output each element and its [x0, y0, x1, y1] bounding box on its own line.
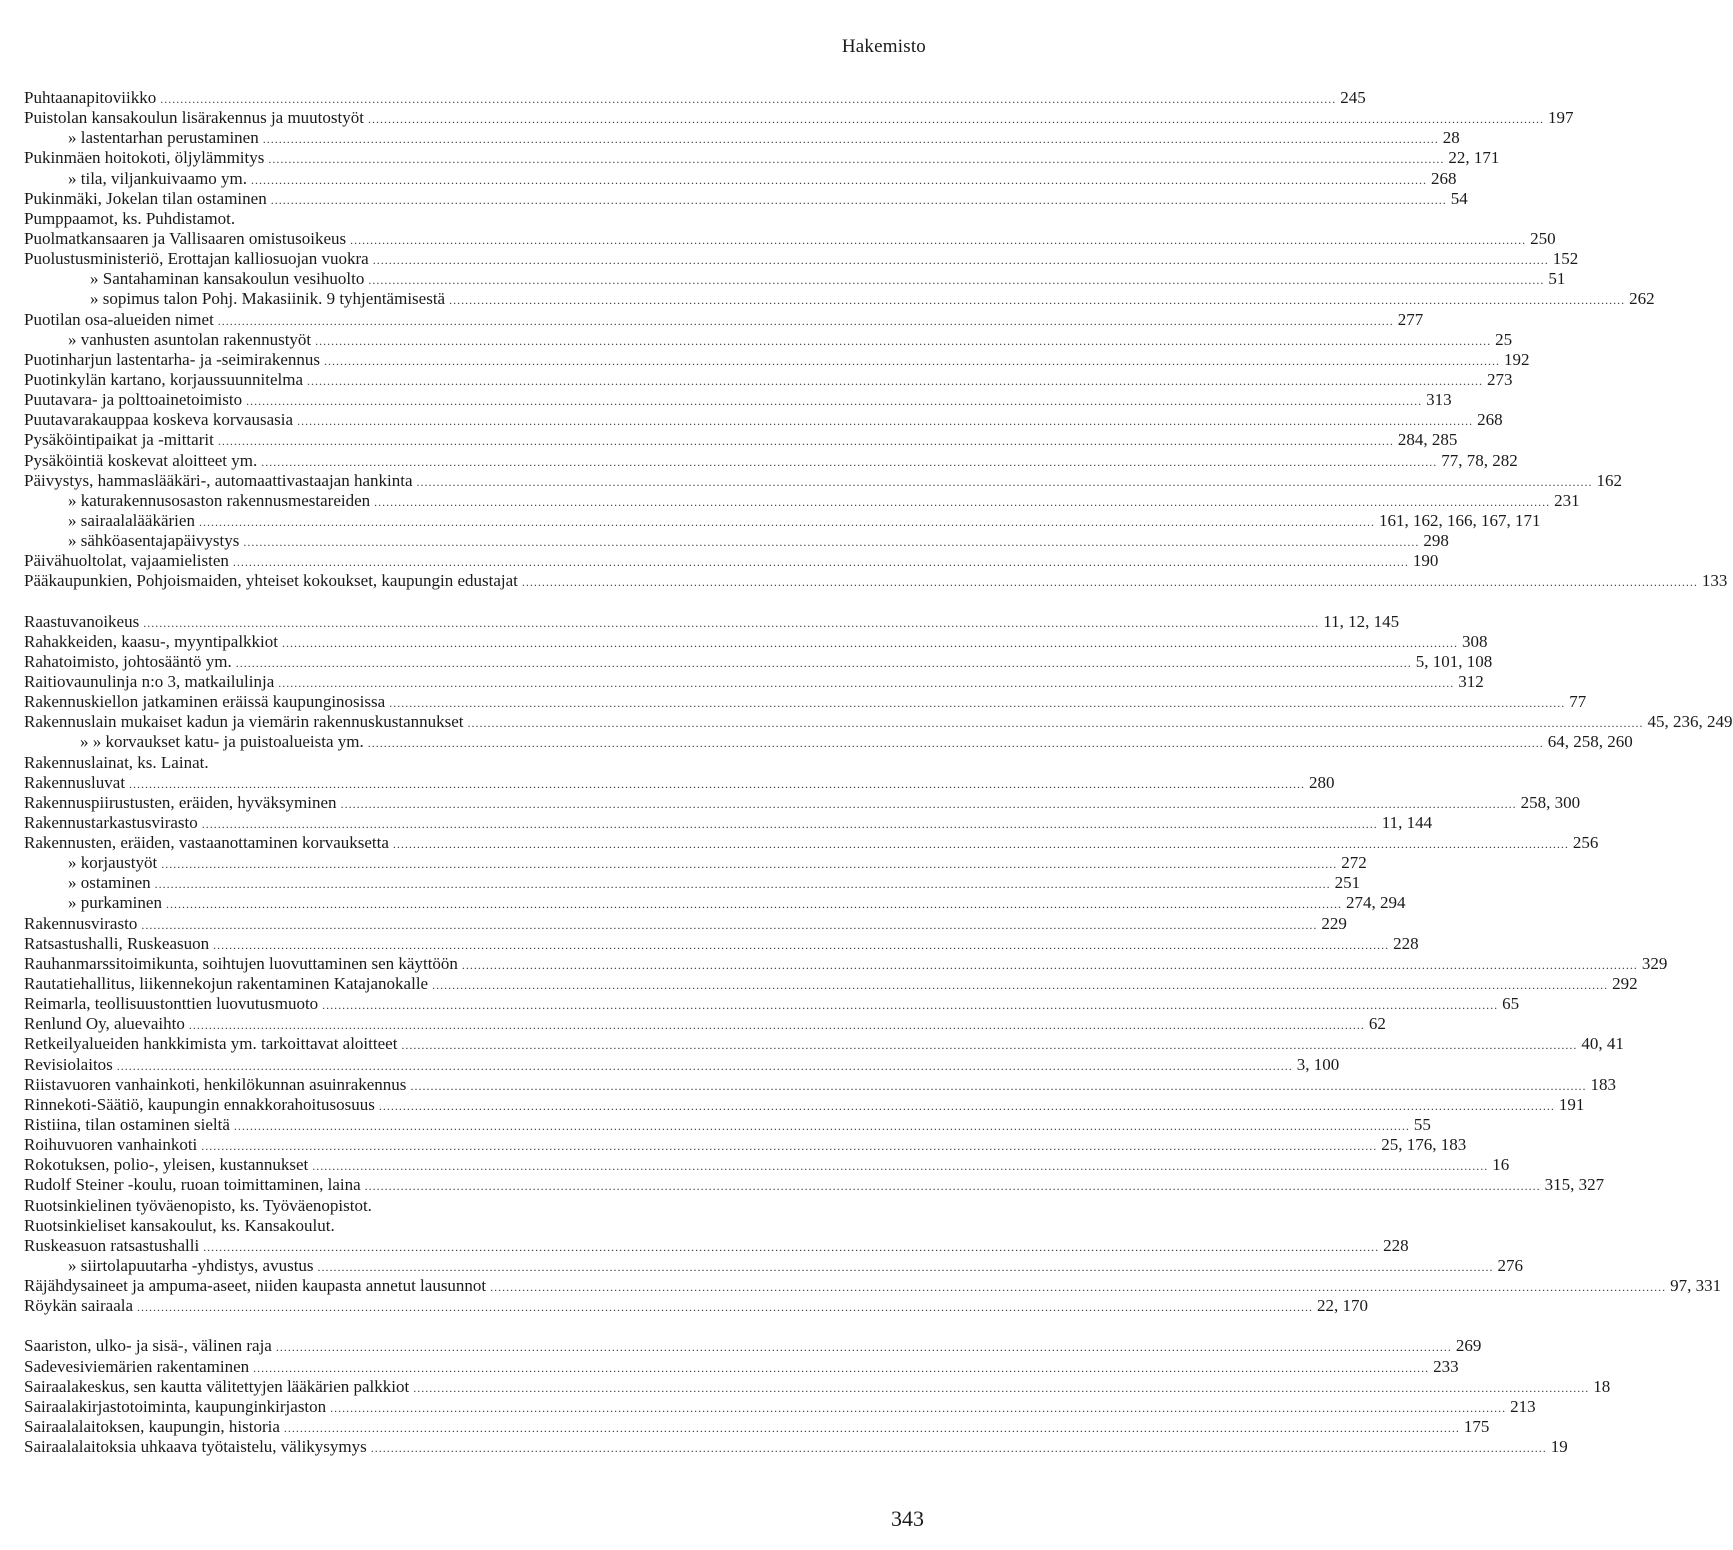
dot-leader: [278, 673, 1454, 693]
entry-text: Pysäköintipaikat ja -mittarit: [24, 430, 214, 450]
index-list: [24, 88, 1733, 1457]
entry-text: » tila, viljankuivaamo ym.: [68, 168, 247, 188]
running-header: Hakemisto: [841, 36, 926, 57]
section-gap: [24, 1316, 928, 1336]
index-entry: [24, 611, 1400, 632]
entry-text: » sairaalalääkärien: [68, 510, 195, 530]
entry-text: Räjähdysaineet ja ampuma-aseet, niiden kaupasta annetut lausunnot: [24, 1276, 487, 1296]
entry-pages: 64, 258, 260: [1547, 732, 1633, 752]
index-entry: [24, 390, 1452, 410]
entry-text: Puotinkylän kartano, korjaussuunnitelma: [24, 369, 304, 389]
index-entry: [24, 450, 1518, 471]
entry-text: Raitiovaunulinja n:o 3, matkailulinja: [24, 671, 275, 691]
entry-pages: 213: [1510, 1396, 1536, 1416]
dot-leader: [417, 472, 1593, 492]
entry-pages: 256: [1572, 833, 1599, 853]
entry-text: Puutavara- ja polttoainetoimisto: [24, 390, 243, 410]
entry-pages: 40, 41: [1581, 1034, 1624, 1054]
entry-pages: 28: [1442, 128, 1460, 148]
index-entry: [24, 692, 1587, 712]
dot-leader: [410, 1076, 1586, 1096]
dot-leader: [243, 532, 1419, 552]
index-entry: [24, 671, 1484, 692]
dot-leader: [368, 109, 1544, 129]
index-entry: [24, 148, 1500, 168]
index-entry: [24, 1034, 1624, 1054]
entry-pages: 191: [1558, 1094, 1585, 1114]
index-entry: [24, 812, 1433, 833]
entry-text: Puhtaanapitoviikko: [24, 88, 157, 107]
index-entry: [24, 1014, 1386, 1034]
index-entry: [24, 470, 1623, 491]
index-entry: [24, 1074, 1616, 1095]
entry-text: Rakennusvirasto: [24, 913, 138, 933]
entry-text: Rahatoimisto, johtosääntö ym.: [24, 651, 232, 671]
index-entry: [24, 108, 1574, 128]
entry-text: » » korvaukset katu- ja puistoalueista ym.: [80, 732, 364, 752]
index-entry: [24, 631, 1488, 652]
index-entry: [24, 712, 1733, 732]
index-entry: [24, 1356, 1459, 1377]
entry-text: Reimarla, teollisuustonttien luovutusmuoto: [24, 994, 319, 1014]
index-entry: [24, 1235, 1409, 1256]
entry-text: Sairaalalaitoksia uhkaava työtaistelu, välikysymys: [24, 1437, 367, 1457]
entry-pages: 16: [1492, 1155, 1510, 1175]
section-gap: [24, 592, 928, 612]
entry-pages: 273: [1487, 369, 1513, 389]
dot-leader: [199, 512, 1375, 532]
entry-pages: 313: [1426, 390, 1452, 410]
entry-text: Sairaalalaitoksen, kaupungin, historia: [24, 1417, 280, 1436]
entry-pages: 308: [1462, 631, 1488, 651]
index-entry: [24, 1135, 1467, 1155]
entry-pages: 268: [1477, 410, 1503, 430]
index-entry: [24, 1296, 1369, 1316]
index-section-p: [24, 88, 1728, 592]
entry-pages: 250: [1530, 228, 1556, 248]
dot-leader: [318, 1257, 1494, 1277]
index-entry: [24, 1054, 1340, 1075]
entry-text: » siirtolapuutarha -yhdistys, avustus: [68, 1256, 314, 1276]
dot-leader: [322, 995, 1498, 1015]
entry-pages: 5, 101, 108: [1415, 651, 1493, 671]
dot-leader: [330, 1398, 1506, 1418]
entry-text: » lastentarhan perustaminen: [68, 128, 259, 148]
entry-pages: 162: [1596, 470, 1623, 490]
index-entry: [24, 1216, 928, 1236]
entry-pages: 11, 144: [1381, 812, 1433, 832]
index-entry: [24, 732, 1633, 752]
entry-pages: 45, 236, 249: [1647, 712, 1733, 732]
dot-leader: [324, 351, 1500, 371]
index-entry: [24, 651, 1493, 672]
entry-text: Pumppaamot, ks. Puhdistamot.: [24, 208, 236, 228]
entry-pages: 269: [1455, 1336, 1482, 1356]
entry-text: Röykän sairaala: [24, 1296, 134, 1316]
entry-text: Pukinmäki, Jokelan tilan ostaminen: [24, 188, 267, 208]
entry-pages: 161, 162, 166, 167, 171: [1378, 510, 1541, 530]
index-entry: [24, 531, 1449, 551]
entry-pages: 251: [1334, 873, 1361, 893]
index-entry: [24, 1175, 1605, 1195]
entry-text: Puutavarakauppaa koskeva korvausasia: [24, 410, 294, 430]
entry-pages: 274, 294: [1345, 893, 1406, 913]
index-entry: [24, 994, 1520, 1014]
dot-leader: [284, 1418, 1460, 1438]
dot-leader: [374, 492, 1550, 512]
entry-text: Rokotuksen, polio-, yleisen, kustannukset: [24, 1155, 309, 1175]
dot-leader: [315, 331, 1491, 351]
dot-leader: [462, 955, 1638, 975]
index-entry: [24, 1376, 1611, 1397]
dot-leader: [143, 613, 1319, 633]
index-entry: [24, 853, 1367, 873]
dot-leader: [368, 733, 1544, 753]
page-number: 343: [891, 1506, 924, 1531]
entry-text: Puotilan osa-alueiden nimet: [24, 309, 214, 329]
index-entry: [24, 490, 1580, 511]
index-entry: [24, 1155, 1510, 1175]
dot-leader: [141, 915, 1317, 935]
entry-text: Revisiolaitos: [24, 1054, 113, 1074]
index-entry: [24, 792, 1581, 813]
entry-pages: 97, 331: [1670, 1276, 1722, 1296]
entry-text: Roihuvuoren vanhainkoti: [24, 1135, 198, 1155]
dot-leader: [129, 774, 1305, 794]
index-entry: [24, 772, 1335, 793]
dot-leader: [297, 411, 1473, 431]
entry-text: Rakennuslain mukaiset kadun ja viemärin rakennuskustannukset: [24, 712, 464, 732]
entry-text: Riistavuoren vanhainkoti, henkilökunnan asuinrakennus: [24, 1074, 407, 1094]
entry-text: Ratsastushalli, Ruskeasuon: [24, 933, 210, 953]
entry-text: Puolustusministeriö, Erottajan kalliosuojan vuokra: [24, 249, 369, 269]
entry-text: » Santahaminan kansakoulun vesihuolto: [90, 269, 365, 289]
entry-text: Sairaalakirjastotoiminta, kaupunginkirjaston: [24, 1396, 327, 1416]
entry-pages: 183: [1590, 1074, 1616, 1094]
index-entry: [24, 369, 1513, 390]
entry-text: » korjaustyöt: [68, 853, 158, 873]
entry-text: Rahakkeiden, kaasu-, myyntipalkkiot: [24, 631, 278, 651]
index-entry: [24, 753, 928, 773]
dot-leader: [350, 230, 1526, 250]
dot-leader: [490, 1277, 1666, 1297]
entry-pages: 231: [1554, 490, 1580, 510]
entry-pages: 292: [1612, 974, 1638, 994]
entry-pages: 62: [1368, 1014, 1386, 1034]
entry-pages: 192: [1504, 349, 1530, 369]
index-entry: [24, 953, 1668, 974]
entry-text: » sopimus talon Pohj. Makasiinik. 9 tyhjentämisestä: [90, 289, 446, 309]
index-entry: [24, 1417, 1490, 1437]
index-entry: [24, 349, 1530, 370]
entry-pages: 51: [1548, 269, 1566, 289]
entry-pages: 190: [1412, 551, 1439, 571]
entry-pages: 258, 300: [1520, 792, 1581, 812]
index-entry: [24, 289, 1655, 309]
entry-pages: 11, 12, 145: [1323, 611, 1400, 631]
dot-leader: [236, 653, 1412, 673]
entry-text: Ruotsinkielinen työväenopisto, ks. Työväenopistot.: [24, 1195, 372, 1215]
dot-leader: [261, 452, 1437, 472]
index-section-s: [24, 1336, 1611, 1457]
entry-pages: 277: [1397, 309, 1424, 329]
entry-text: Rakennuslainat, ks. Lainat.: [24, 752, 209, 772]
entry-text: Renlund Oy, aluevaihto: [24, 1014, 185, 1034]
entry-text: » ostaminen: [68, 873, 151, 893]
dot-leader: [203, 1237, 1379, 1257]
dot-leader: [271, 190, 1447, 210]
entry-pages: 262: [1629, 289, 1655, 309]
entry-pages: 22, 171: [1448, 148, 1500, 168]
entry-text: Rinnekoti-Säätiö, kaupungin ennakkorahoitusosuus: [24, 1094, 375, 1114]
entry-pages: 152: [1552, 249, 1579, 269]
entry-text: Ruotsinkieliset kansakoulut, ks. Kansakoulut.: [24, 1215, 335, 1235]
index-entry: [24, 893, 1406, 913]
entry-text: Pukinmäen hoitokoti, öljylämmitys: [24, 148, 265, 168]
entry-pages: 77, 78, 282: [1441, 450, 1518, 470]
dot-leader: [161, 854, 1337, 874]
dot-leader: [413, 1378, 1589, 1398]
entry-pages: 268: [1430, 168, 1457, 188]
index-entry: [24, 168, 1457, 189]
dot-leader: [213, 935, 1389, 955]
index-entry: [24, 1196, 928, 1216]
entry-text: Rakennuspiirustusten, eräiden, hyväksyminen: [24, 792, 337, 812]
dot-leader: [117, 1056, 1293, 1076]
index-entry: [24, 1276, 1722, 1296]
index-entry: [24, 410, 1503, 430]
index-entry: [24, 430, 1458, 450]
dot-leader: [251, 170, 1427, 190]
dot-leader: [155, 874, 1331, 894]
entry-text: Päivystys, hammaslääkäri-, automaattivastaajan hankinta: [24, 470, 413, 490]
entry-text: » sähköasentajapäivystys: [68, 531, 240, 551]
entry-text: Rautatiehallitus, liikennekojun rakentaminen Katajanokalle: [24, 974, 429, 994]
dot-leader: [389, 693, 1565, 713]
dot-leader: [401, 1035, 1577, 1055]
entry-pages: 312: [1458, 671, 1484, 691]
dot-leader: [432, 975, 1608, 995]
dot-leader: [246, 391, 1422, 411]
entry-pages: 228: [1383, 1235, 1409, 1255]
index-entry: [24, 510, 1541, 531]
entry-text: Pääkaupunkien, Pohjoismaiden, yhteiset kokoukset, kaupungin edustajat: [24, 571, 518, 591]
entry-pages: 298: [1423, 531, 1449, 551]
dot-leader: [234, 1116, 1410, 1136]
entry-pages: 315, 327: [1544, 1175, 1605, 1195]
dot-leader: [201, 1136, 1377, 1156]
dot-leader: [218, 431, 1394, 451]
index-entry: [24, 933, 1419, 954]
entry-pages: 77: [1569, 692, 1587, 712]
dot-leader: [137, 1297, 1313, 1317]
entry-text: Ruskeasuon ratsastushalli: [24, 1235, 200, 1255]
dot-leader: [373, 250, 1549, 270]
index-entry: [24, 571, 1728, 591]
entry-pages: 228: [1393, 933, 1419, 953]
index-entry: [24, 228, 1556, 249]
entry-text: Rauhanmarssitoimikunta, soihtujen luovuttaminen sen käyttöön: [24, 953, 458, 973]
index-entry: [24, 188, 1468, 209]
index-entry: [24, 913, 1347, 934]
entry-pages: 272: [1341, 853, 1367, 873]
index-entry: [24, 833, 1599, 853]
entry-text: Retkeilyalueiden hankkimista ym. tarkoittavat aloitteet: [24, 1034, 398, 1054]
entry-pages: 3, 100: [1296, 1054, 1340, 1074]
dot-leader: [218, 311, 1394, 331]
dot-leader: [282, 633, 1458, 653]
entry-pages: 65: [1502, 994, 1520, 1014]
entry-pages: 25, 176, 183: [1381, 1135, 1467, 1155]
entry-pages: 245: [1340, 88, 1366, 107]
dot-leader: [468, 713, 1644, 733]
entry-text: Ristiina, tilan ostaminen sieltä: [24, 1115, 230, 1135]
entry-pages: 22, 170: [1317, 1296, 1369, 1316]
index-entry: [24, 873, 1361, 893]
dot-leader: [365, 1176, 1541, 1196]
index-entry: [24, 88, 1366, 108]
dot-leader: [307, 371, 1483, 391]
index-entry: [24, 329, 1513, 350]
entry-pages: 284, 285: [1397, 430, 1458, 450]
entry-pages: 133: [1701, 571, 1728, 591]
dot-leader: [263, 129, 1439, 149]
index-entry: [24, 209, 928, 229]
entry-text: Puistolan kansakoulun lisärakennus ja muutostyöt: [24, 108, 364, 128]
dot-leader: [202, 814, 1378, 834]
dot-leader: [189, 1015, 1365, 1035]
entry-text: Puotinharjun lastentarha- ja -seimirakennus: [24, 349, 320, 369]
entry-text: Pysäköintiä koskevat aloitteet ym.: [24, 450, 258, 470]
dot-leader: [253, 1358, 1429, 1378]
dot-leader: [379, 1096, 1555, 1116]
dot-leader: [522, 572, 1698, 592]
entry-text: Puolmatkansaaren ja Vallisaaren omistusoikeus: [24, 228, 347, 248]
dot-leader: [160, 89, 1336, 109]
entry-text: » katurakennusosaston rakennusmestareiden: [68, 490, 371, 510]
entry-text: Sadevesiviemärien rakentaminen: [24, 1356, 250, 1376]
dot-leader: [341, 794, 1517, 814]
dot-leader: [368, 270, 1544, 290]
entry-text: Rudolf Steiner -koulu, ruoan toimittaminen, laina: [24, 1175, 361, 1195]
index-entry: [24, 128, 1460, 148]
dot-leader: [268, 149, 1444, 169]
index-entry: [24, 1396, 1536, 1417]
entry-pages: 55: [1413, 1115, 1431, 1135]
entry-text: » purkaminen: [68, 893, 162, 913]
entry-text: Rakennuskiellon jatkaminen eräissä kaupunginosissa: [24, 692, 386, 712]
dot-leader: [449, 290, 1625, 310]
dot-leader: [371, 1438, 1547, 1458]
index-entry: [24, 1336, 1482, 1356]
entry-pages: 329: [1641, 953, 1668, 973]
index-entry: [24, 269, 1566, 289]
dot-leader: [233, 552, 1409, 572]
entry-pages: 54: [1450, 188, 1468, 208]
entry-text: » vanhusten asuntolan rakennustyöt: [68, 329, 312, 349]
entry-text: Päivähuoltolat, vajaamielisten: [24, 551, 229, 571]
index-entry: [24, 1256, 1524, 1276]
index-entry: [24, 1115, 1431, 1135]
entry-pages: 229: [1321, 913, 1347, 933]
entry-text: Rakennustarkastusvirasto: [24, 812, 198, 832]
entry-text: Rakennusluvat: [24, 772, 126, 792]
entry-text: Saariston, ulko- ja sisä-, välinen raja: [24, 1336, 272, 1356]
entry-pages: 175: [1463, 1417, 1490, 1436]
entry-pages: 197: [1547, 108, 1574, 128]
dot-leader: [312, 1156, 1488, 1176]
entry-pages: 18: [1593, 1376, 1611, 1396]
dot-leader: [166, 894, 1342, 914]
index-entry: [24, 309, 1424, 330]
entry-pages: 280: [1309, 772, 1335, 792]
index-entry: [24, 551, 1439, 571]
index-entry: [24, 1094, 1585, 1115]
entry-pages: 276: [1497, 1256, 1524, 1276]
entry-text: Sairaalakeskus, sen kautta välitettyjen lääkärien palkkiot: [24, 1376, 410, 1396]
dot-leader: [276, 1337, 1452, 1357]
index-entry: [24, 249, 1579, 269]
index-section-r: [24, 611, 1733, 1317]
index-entry: [24, 974, 1638, 994]
entry-text: Rakennusten, eräiden, vastaanottaminen korvauksetta: [24, 833, 389, 853]
index-entry: [24, 1437, 1568, 1457]
dot-leader: [393, 834, 1569, 854]
entry-pages: 25: [1495, 329, 1513, 349]
entry-pages: 19: [1550, 1437, 1568, 1457]
entry-pages: 233: [1433, 1356, 1459, 1376]
entry-text: Raastuvanoikeus: [24, 611, 140, 631]
